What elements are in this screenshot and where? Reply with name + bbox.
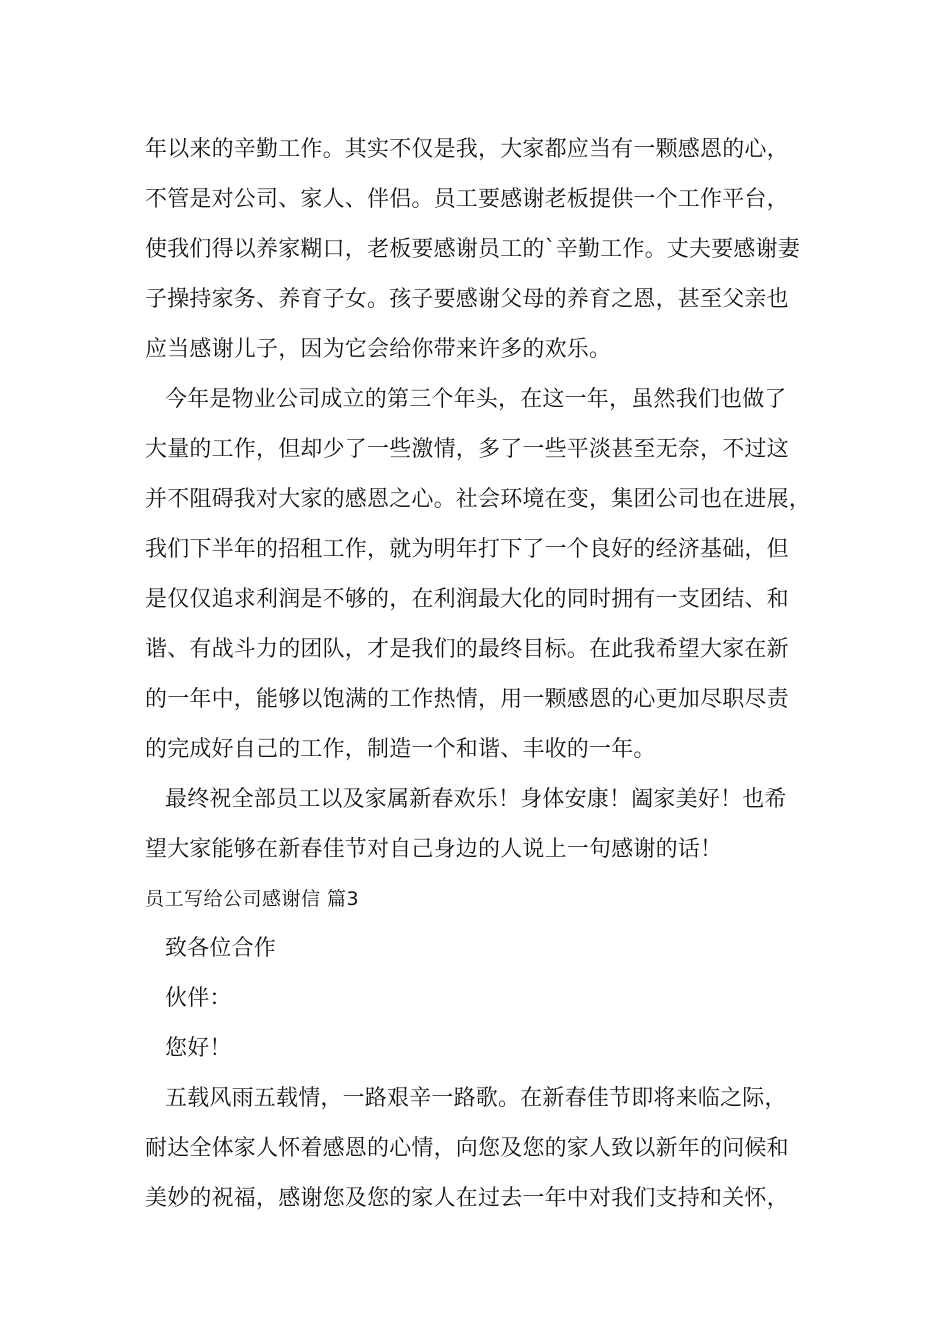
paragraph-line: 五载风雨五载情，一路艰辛一路歌。在新春佳节即将来临之际， [165,1086,787,1111]
salutation-line: 伙伴： [165,986,232,1011]
paragraph-line: 望大家能够在新春佳节对自己身边的人说上一句感谢的话！ [145,837,723,862]
paragraph-line: 子操持家务、养育子女。孩子要感谢父母的养育之恩，甚至父亲也 [145,287,789,312]
paragraph-line: 应当感谢儿子，因为它会给你带来许多的欢乐。 [145,337,612,362]
paragraph-line: 今年是物业公司成立的第三个年头，在这一年，虽然我们也做了 [165,387,787,412]
paragraph-line: 的完成好自己的工作，制造一个和谐、丰收的一年。 [145,737,656,762]
paragraph-line: 不管是对公司、家人、伴侣。员工要感谢老板提供一个工作平台， [145,187,789,212]
paragraph-line: 大量的工作，但却少了一些激情，多了一些平淡甚至无奈，不过这 [145,437,789,462]
greeting-line: 您好！ [165,1036,232,1061]
paragraph-line: 耐达全体家人怀着感恩的心情，向您及您的家人致以新年的问候和 [145,1136,789,1161]
paragraph-line: 谐、有战斗力的团队，才是我们的最终目标。在此我希望大家在新 [145,637,789,662]
paragraph-line: 美妙的祝福，感谢您及您的家人在过去一年中对我们支持和关怀， [145,1186,789,1211]
section-heading: 员工写给公司感谢信 篇3 [145,888,360,910]
paragraph-line: 年以来的辛勤工作。其实不仅是我，大家都应当有一颗感恩的心， [145,137,789,162]
paragraph-line: 使我们得以养家糊口，老板要感谢员工的`辛勤工作。丈夫要感谢妻 [145,237,801,262]
paragraph-line: 我们下半年的招租工作，就为明年打下了一个良好的经济基础，但 [145,537,789,562]
paragraph-line: 是仅仅追求利润是不够的，在利润最大化的同时拥有一支团结、和 [145,587,789,612]
paragraph-line: 并不阻碍我对大家的感恩之心。社会环境在变，集团公司也在进展， [145,487,812,512]
paragraph-line: 的一年中，能够以饱满的工作热情，用一颗感恩的心更加尽职尽责 [145,687,789,712]
salutation-line: 致各位合作 [165,936,277,961]
paragraph-line: 最终祝全部员工以及家属新春欢乐！身体安康！阖家美好！也希 [165,787,787,812]
